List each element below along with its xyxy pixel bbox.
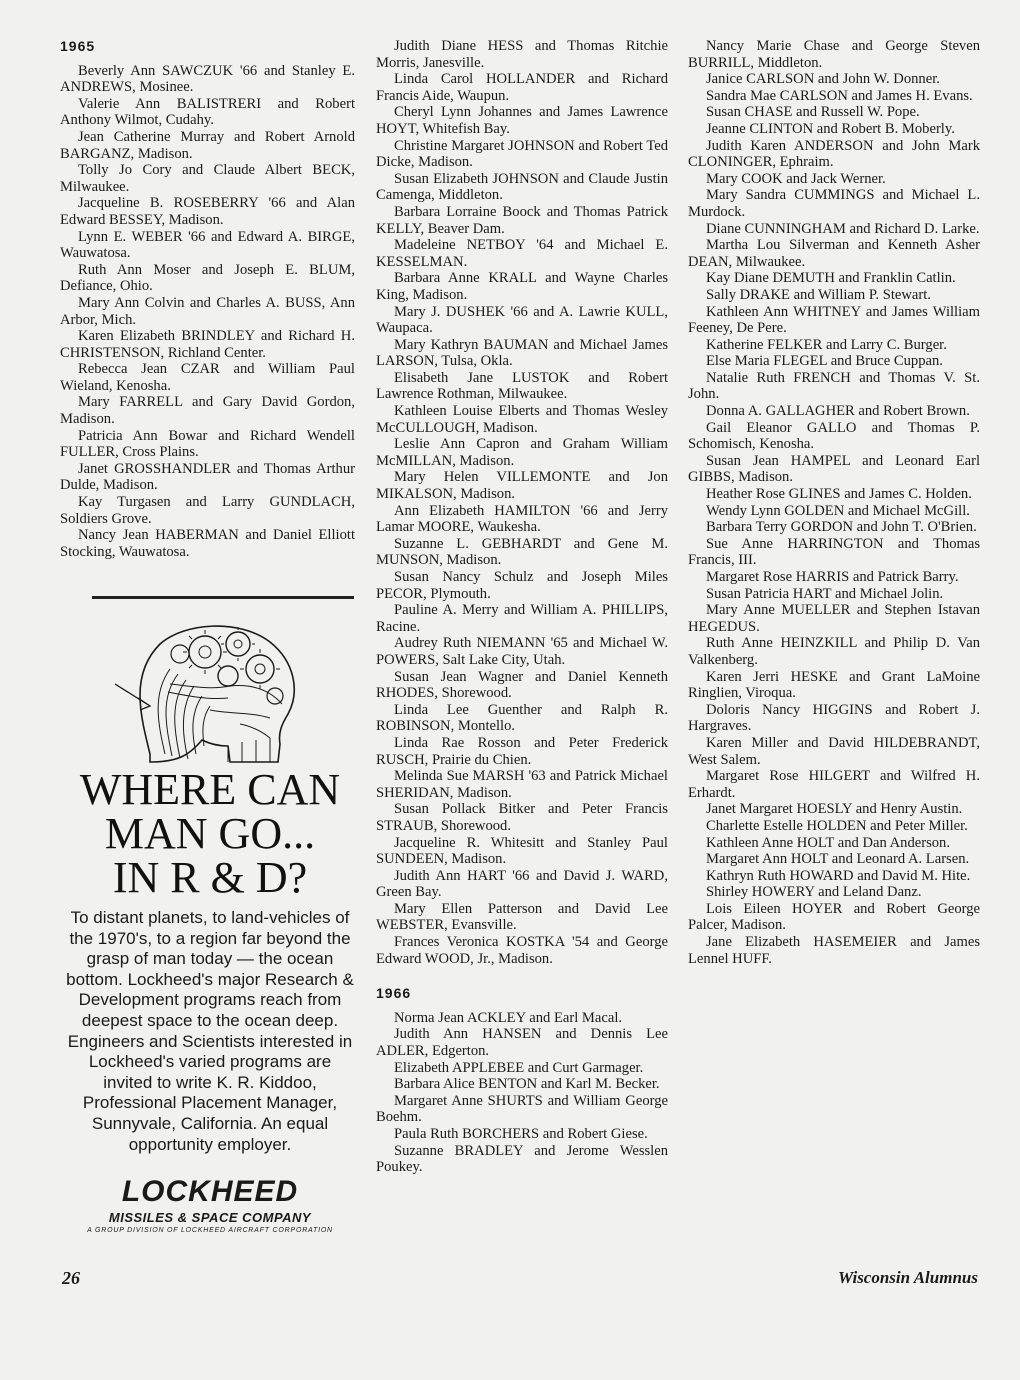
column-divider-rule (92, 596, 354, 599)
marriage-entry: Margaret Rose HILGERT and Wilfred H. Erhardt. (688, 768, 980, 801)
marriage-entry: Jean Catherine Murray and Robert Arnold BARGANZ, Madison. (60, 128, 355, 162)
marriage-entry: Natalie Ruth FRENCH and Thomas V. St. John. (688, 369, 980, 403)
marriage-entry: Rebecca Jean CZAR and William Paul Wieland, Kenosha. (60, 361, 355, 394)
ad-headline (62, 765, 358, 902)
marriage-entry: Karen Jerri HESKE and Grant LaMoine Ringlien, Viroqua. (688, 668, 980, 702)
marriage-entry: Mary Ann Colvin and Charles A. BUSS, Ann Arbor, Mich. (60, 294, 355, 328)
marriage-entry: Mary Anne MUELLER and Stephen Istavan HEGEDUS. (688, 602, 980, 635)
marriage-entry: Lynn E. WEBER '66 and Edward A. BIRGE, Wauwatosa. (60, 228, 355, 262)
marriage-entry: Judith Ann HANSEN and Dennis Lee ADLER, Edgerton. (376, 1026, 668, 1060)
marriage-entry: Suzanne BRADLEY and Jerome Wesslen Poukey. (376, 1142, 668, 1176)
marriage-entry: Leslie Ann Capron and Graham William McMILLAN, Madison. (376, 436, 668, 469)
marriage-entry: Mary J. DUSHEK '66 and A. Lawrie KULL, Waupaca. (376, 303, 668, 337)
marriage-entry: Mary Kathryn BAUMAN and Michael James LARSON, Tulsa, Okla. (376, 336, 668, 370)
marriage-entry: Mary Sandra CUMMINGS and Michael L. Murdock. (688, 187, 980, 220)
marriage-entry: Barbara Lorraine Boock and Thomas Patrick KELLY, Beaver Dam. (376, 203, 668, 237)
ad-headline-line-3: IN R & D? (112, 853, 308, 902)
marriage-entry: Charlette Estelle HOLDEN and Peter Miller. (706, 817, 968, 834)
marriage-entry: Martha Lou Silverman and Kenneth Asher DEAN, Milwaukee. (688, 237, 980, 270)
ad-body-copy: To distant planets, to land-vehicles of the 1970's, to a region far beyond the grasp of man today — the ocean bottom. Lockheed's major Research & Development programs reach from deepest space to the ocean deep. Engineers and Scientists interested in Lockheed's varied programs are invited to write K. R. Kiddoo, Professional Placement Manager, Sunnyvale, California. An equal opportunity employer. (66, 908, 354, 1154)
marriage-entry: Cheryl Lynn Johannes and James Lawrence HOYT, Whitefish Bay. (376, 104, 668, 137)
marriage-entry: Sandra Mae CARLSON and James H. Evans. (706, 87, 973, 104)
publication-name: Wisconsin Alumnus (837, 1268, 978, 1287)
lockheed-tagline: A GROUP DIVISION OF LOCKHEED AIRCRAFT CORPORATION (87, 1227, 333, 1235)
year-heading-1966: 1966 (376, 985, 412, 1002)
marriage-entry: Judith Karen ANDERSON and John Mark CLONINGER, Ephraim. (688, 137, 980, 171)
marriage-entry: Diane CUNNINGHAM and Richard D. Larke. (706, 220, 980, 237)
marriage-entry: Susan Pollack Bitker and Peter Francis STRAUB, Shorewood. (376, 801, 668, 834)
marriage-entry: Margaret Anne SHURTS and William George Boehm. (376, 1092, 668, 1126)
marriage-entry: Heather Rose GLINES and James C. Holden. (706, 486, 972, 503)
marriage-entry: Mary Ellen Patterson and David Lee WEBSTER, Evansville. (376, 900, 668, 934)
year-heading-1965: 1965 (60, 38, 96, 54)
marriage-entry: Kathleen Louise Elberts and Thomas Wesley McCULLOUGH, Madison. (376, 403, 668, 436)
marriage-entry: Jeanne CLINTON and Robert B. Moberly. (706, 120, 955, 137)
marriage-entry: Susan Patricia HART and Michael Jolin. (706, 585, 944, 602)
marriage-entry: Wendy Lynn GOLDEN and Michael McGill. (706, 502, 970, 519)
marriage-entry: Jacqueline R. Whitesitt and Stanley Paul SUNDEEN, Madison. (376, 834, 668, 868)
marriage-entry: Linda Carol HOLLANDER and Richard Francis Aide, Waupun. (376, 71, 668, 104)
marriage-entry: Else Maria FLEGEL and Bruce Cuppan. (706, 353, 943, 370)
marriage-entry: Tolly Jo Cory and Claude Albert BECK, Milwaukee. (60, 162, 355, 195)
marriage-entry: Mary FARRELL and Gary David Gordon, Madison. (60, 394, 355, 428)
marriage-entry: Judith Diane HESS and Thomas Ritchie Morris, Janesville. (376, 38, 668, 71)
column-2 (376, 38, 668, 1176)
marriage-entry: Kay Turgasen and Larry GUNDLACH, Soldiers Grove. (60, 494, 355, 527)
marriage-list-column-3 (688, 38, 980, 967)
marriage-list-1965 (60, 63, 355, 561)
column-1 (60, 38, 355, 560)
marriage-entry: Lois Eileen HOYER and Robert George Palcer, Madison. (688, 900, 980, 934)
marriage-list-1966 (376, 1010, 668, 1176)
marriage-entry: Suzanne L. GEBHARDT and Gene M. MUNSON, Madison. (376, 535, 668, 569)
marriage-entry: Susan Jean Wagner and Daniel Kenneth RHODES, Shorewood. (376, 668, 668, 702)
marriage-entry: Susan Jean HAMPEL and Leonard Earl GIBBS, Madison. (688, 452, 980, 486)
ad-headline-line-2: MAN GO... (104, 809, 316, 858)
marriage-entry: Kathryn Ruth HOWARD and David M. Hite. (706, 867, 971, 884)
marriage-entry: Janet Margaret HOESLY and Henry Austin. (706, 801, 963, 818)
marriage-entry: Mary COOK and Jack Werner. (706, 170, 886, 187)
marriage-entry: Frances Veronica KOSTKA '54 and George Edward WOOD, Jr., Madison. (376, 934, 668, 967)
marriage-entry: Elisabeth Jane LUSTOK and Robert Lawrence Rothman, Milwaukee. (376, 369, 668, 403)
marriage-entry: Audrey Ruth NIEMANN '65 and Michael W. POWERS, Salt Lake City, Utah. (376, 635, 668, 668)
marriage-entry: Shirley HOWERY and Leland Danz. (706, 884, 922, 901)
marriage-entry: Jane Elizabeth HASEMEIER and James Lennel HUFF. (688, 934, 980, 967)
marriage-entry: Janet GROSSHANDLER and Thomas Arthur Dulde, Madison. (60, 460, 355, 494)
marriage-entry: Karen Miller and David HILDEBRANDT, West Salem. (688, 734, 980, 768)
marriage-entry: Mary Helen VILLEMONTE and Jon MIKALSON, Madison. (376, 469, 668, 503)
marriage-list-column-2 (376, 38, 668, 967)
marriage-entry: Valerie Ann BALISTRERI and Robert Anthony Wilmot, Cudahy. (60, 95, 355, 129)
marriage-entry: Barbara Alice BENTON and Karl M. Becker. (394, 1076, 660, 1093)
marriage-entry: Susan Nancy Schulz and Joseph Miles PECOR, Plymouth. (376, 569, 668, 602)
lockheed-advertisement (62, 604, 358, 1234)
marriage-entry: Susan Elizabeth JOHNSON and Claude Justin Camenga, Middleton. (376, 170, 668, 204)
marriage-entry: Karen Elizabeth BRINDLEY and Richard H. CHRISTENSON, Richland Center. (60, 328, 355, 361)
marriage-entry: Beverly Ann SAWCZUK '66 and Stanley E. ANDREWS, Mosinee. (60, 62, 355, 96)
lockheed-division-name: MISSILES & SPACE COMPANY (108, 1210, 312, 1226)
marriage-entry: Linda Lee Guenther and Ralph R. ROBINSON, Montello. (376, 701, 668, 735)
marriage-entry: Elizabeth APPLEBEE and Curt Garmager. (394, 1059, 644, 1076)
marriage-entry: Madeleine NETBOY '64 and Michael E. KESSELMAN. (376, 237, 668, 270)
marriage-entry: Nancy Marie Chase and George Steven BURRILL, Middleton. (688, 38, 980, 71)
marriage-entry: Janice CARLSON and John W. Donner. (706, 71, 940, 88)
marriage-entry: Katherine FELKER and Larry C. Burger. (706, 336, 947, 353)
marriage-entry: Ruth Ann Moser and Joseph E. BLUM, Defiance, Ohio. (60, 261, 355, 295)
marriage-entry: Susan CHASE and Russell W. Pope. (706, 104, 920, 121)
marriage-entry: Patricia Ann Bowar and Richard Wendell FULLER, Cross Plains. (60, 427, 355, 461)
marriage-entry: Margaret Ann HOLT and Leonard A. Larsen. (706, 851, 970, 868)
marriage-entry: Gail Eleanor GALLO and Thomas P. Schomisch, Kenosha. (688, 419, 980, 453)
marriage-entry: Donna A. GALLAGHER and Robert Brown. (706, 403, 970, 420)
marriage-entry: Kathleen Ann WHITNEY and James William Feeney, De Pere. (688, 303, 980, 337)
marriage-entry: Nancy Jean HABERMAN and Daniel Elliott Stocking, Wauwatosa. (60, 527, 355, 560)
marriage-entry: Norma Jean ACKLEY and Earl Macal. (394, 1009, 623, 1026)
column-3 (688, 38, 980, 967)
marriage-entry: Sally DRAKE and William P. Stewart. (706, 286, 931, 303)
head-with-machinery-illustration (110, 614, 310, 766)
page-number: 26 (62, 1268, 80, 1288)
marriage-entry: Kathleen Anne HOLT and Dan Anderson. (706, 834, 950, 851)
lockheed-logo: LOCKHEED (121, 1175, 299, 1209)
marriage-entry: Ruth Anne HEINZKILL and Philip D. Van Valkenberg. (688, 635, 980, 668)
marriage-entry: Christine Margaret JOHNSON and Robert Ted Dicke, Madison. (376, 137, 668, 171)
marriage-entry: Sue Anne HARRINGTON and Thomas Francis, III. (688, 535, 980, 569)
marriage-entry: Ann Elizabeth HAMILTON '66 and Jerry Lamar MOORE, Waukesha. (376, 502, 668, 536)
marriage-entry: Melinda Sue MARSH '63 and Patrick Michael SHERIDAN, Madison. (376, 768, 668, 801)
marriage-entry: Paula Ruth BORCHERS and Robert Giese. (394, 1126, 648, 1142)
marriage-entry: Pauline A. Merry and William A. PHILLIPS, Racine. (376, 602, 668, 635)
marriage-entry: Barbara Terry GORDON and John T. O'Brien. (706, 519, 977, 536)
marriage-entry: Doloris Nancy HIGGINS and Robert J. Hargraves. (688, 701, 980, 735)
ad-headline-line-1: WHERE CAN (79, 765, 341, 814)
marriage-entry: Linda Rae Rosson and Peter Frederick RUSCH, Prairie du Chien. (376, 734, 668, 768)
marriage-entry: Judith Ann HART '66 and David J. WARD, Green Bay. (376, 867, 668, 901)
marriage-entry: Margaret Rose HARRIS and Patrick Barry. (706, 569, 959, 585)
marriage-entry: Kay Diane DEMUTH and Franklin Catlin. (706, 270, 956, 287)
marriage-entry: Jacqueline B. ROSEBERRY '66 and Alan Edward BESSEY, Madison. (60, 195, 355, 228)
marriage-entry: Barbara Anne KRALL and Wayne Charles King, Madison. (376, 270, 668, 303)
